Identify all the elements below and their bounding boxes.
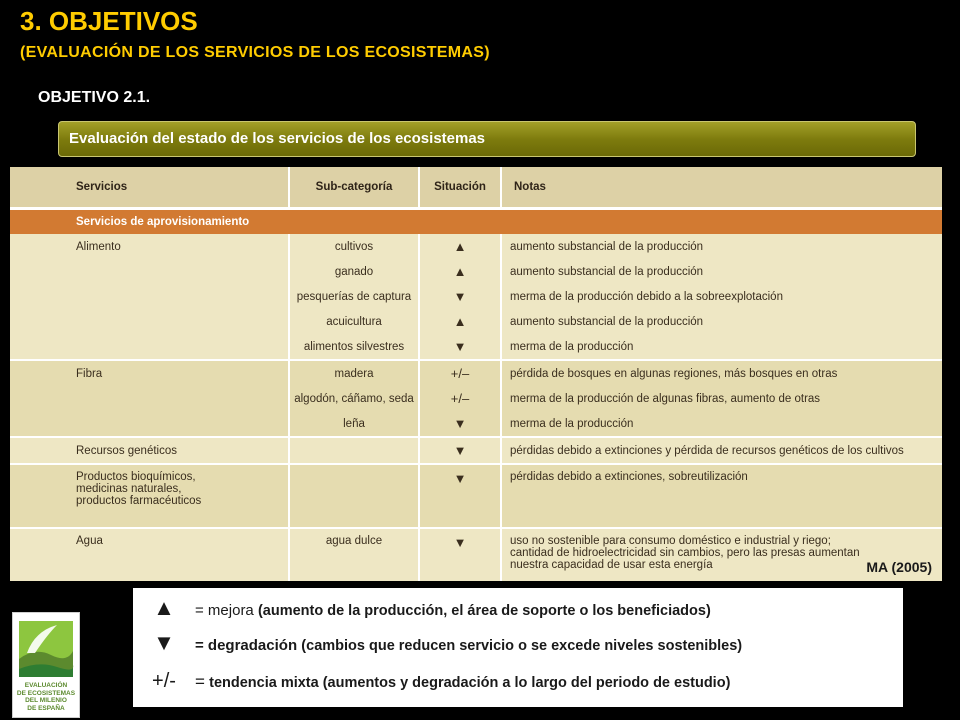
row-spacer <box>10 360 64 386</box>
status-cell: ▼ <box>419 464 501 528</box>
row-spacer <box>10 528 64 581</box>
service-cell: Fibra <box>64 360 289 386</box>
legend-prefix: = <box>195 672 205 691</box>
status-cell: ▼ <box>419 528 501 581</box>
subcategory-cell: pesquerías de captura <box>289 284 419 309</box>
row-spacer <box>10 386 64 411</box>
service-cell: Alimento <box>64 234 289 259</box>
col-header-subcategory: Sub-categoría <box>289 167 419 209</box>
status-cell: ▼ <box>419 437 501 464</box>
note-cell: merma de la producción debido a la sobreexplotación <box>501 284 942 309</box>
status-cell: ▼ <box>419 334 501 360</box>
note-cell: merma de la producción de algunas fibras, aumento de otras <box>501 386 942 411</box>
table-row <box>10 464 942 528</box>
subcategory-cell: algodón, cáñamo, seda <box>289 386 419 411</box>
col-header-status: Situación <box>419 167 501 209</box>
service-cell <box>64 334 289 360</box>
table-row <box>10 386 942 411</box>
page-title: 3. OBJETIVOS <box>20 6 198 36</box>
subcategory-cell: ganado <box>289 259 419 284</box>
row-spacer <box>10 334 64 360</box>
services-table <box>10 167 942 581</box>
service-cell <box>64 386 289 411</box>
status-cell: ▲ <box>419 309 501 334</box>
legend-item-mixed <box>133 670 730 693</box>
service-cell: Recursos genéticos <box>64 437 289 464</box>
table-row <box>10 528 942 581</box>
section-row <box>10 209 942 235</box>
section-label: Servicios de aprovisionamiento <box>64 209 942 235</box>
objective-heading: OBJETIVO 2.1. <box>38 89 151 106</box>
row-spacer <box>10 464 64 528</box>
table-row <box>10 360 942 386</box>
legend-text: (aumento de la producción, el área de soporte o los beneficiados) <box>257 603 711 619</box>
subcategory-cell <box>289 437 419 464</box>
note-cell: merma de la producción <box>501 411 942 437</box>
row-spacer <box>10 411 64 437</box>
legend-text: tendencia mixta (aumentos y degradación a lo largo del periodo de estudio) <box>209 675 731 691</box>
row-spacer <box>10 259 64 284</box>
services-table-panel <box>10 167 942 581</box>
note-cell: aumento substancial de la producción <box>501 234 942 259</box>
source-citation: MA (2005) <box>866 559 932 575</box>
note-cell: uso no sostenible para consumo doméstico e industrial y riego; cantidad de hidroelectricidad sin cambios, pero las presas aumentan nuestra capacidad de usar esta energía <box>501 528 942 581</box>
legend-item-degradation <box>133 630 742 656</box>
note-cell: pérdida de bosques en algunas regiones, más bosques en otras <box>501 360 942 386</box>
status-cell: +/– <box>419 386 501 411</box>
legend-box <box>133 588 903 707</box>
legend-text: (cambios que reducen servicio o se excede niveles sostenibles) <box>301 638 743 654</box>
leaf-logo-icon <box>13 613 79 681</box>
table-header-row <box>10 167 942 209</box>
subcategory-cell: cultivos <box>289 234 419 259</box>
table-row <box>10 259 942 284</box>
col-header-services: Servicios <box>64 167 289 209</box>
table-row <box>10 334 942 360</box>
status-cell: ▼ <box>419 411 501 437</box>
service-cell <box>64 411 289 437</box>
page-subtitle: (EVALUACIÓN DE LOS SERVICIOS DE LOS ECOSISTEMAS) <box>20 44 490 61</box>
service-cell: Productos bioquímicos, medicinas naturales, productos farmacéuticos <box>64 464 289 528</box>
subcategory-cell <box>289 464 419 528</box>
table-header-spacer <box>10 167 64 209</box>
subcategory-cell: acuicultura <box>289 309 419 334</box>
section-title-bar: Evaluación del estado de los servicios de los ecosistemas <box>58 121 916 157</box>
table-row <box>10 411 942 437</box>
note-cell: merma de la producción <box>501 334 942 360</box>
table-row <box>10 309 942 334</box>
note-cell: pérdidas debido a extinciones, sobreutilización <box>501 464 942 528</box>
subcategory-cell: agua dulce <box>289 528 419 581</box>
table-row <box>10 437 942 464</box>
status-cell: ▲ <box>419 234 501 259</box>
row-spacer <box>10 284 64 309</box>
table-row <box>10 234 942 259</box>
legend-prefix: = mejora <box>195 602 254 619</box>
table-row <box>10 284 942 309</box>
section-spacer <box>10 209 64 235</box>
eem-logo <box>12 612 80 718</box>
legend-item-improvement <box>133 595 711 621</box>
status-cell: +/– <box>419 360 501 386</box>
service-cell <box>64 259 289 284</box>
triangle-down-icon: ▼ <box>153 630 175 655</box>
subcategory-cell: alimentos silvestres <box>289 334 419 360</box>
row-spacer <box>10 234 64 259</box>
note-cell: aumento substancial de la producción <box>501 259 942 284</box>
service-cell <box>64 284 289 309</box>
status-cell: ▲ <box>419 259 501 284</box>
note-cell: pérdidas debido a extinciones y pérdida de recursos genéticos de los cultivos <box>501 437 942 464</box>
service-cell <box>64 309 289 334</box>
col-header-notes: Notas <box>501 167 942 209</box>
subcategory-cell: madera <box>289 360 419 386</box>
triangle-up-icon: ▲ <box>153 595 175 620</box>
legend-prefix: = degradación <box>195 637 298 654</box>
note-cell: aumento substancial de la producción <box>501 309 942 334</box>
row-spacer <box>10 309 64 334</box>
subcategory-cell: leña <box>289 411 419 437</box>
service-cell: Agua <box>64 528 289 581</box>
logo-text: EVALUACIÓN DE ECOSISTEMAS DEL MILENIO DE ESPAÑA <box>16 682 76 712</box>
row-spacer <box>10 437 64 464</box>
mixed-trend-symbol: +/- <box>152 670 176 692</box>
status-cell: ▼ <box>419 284 501 309</box>
